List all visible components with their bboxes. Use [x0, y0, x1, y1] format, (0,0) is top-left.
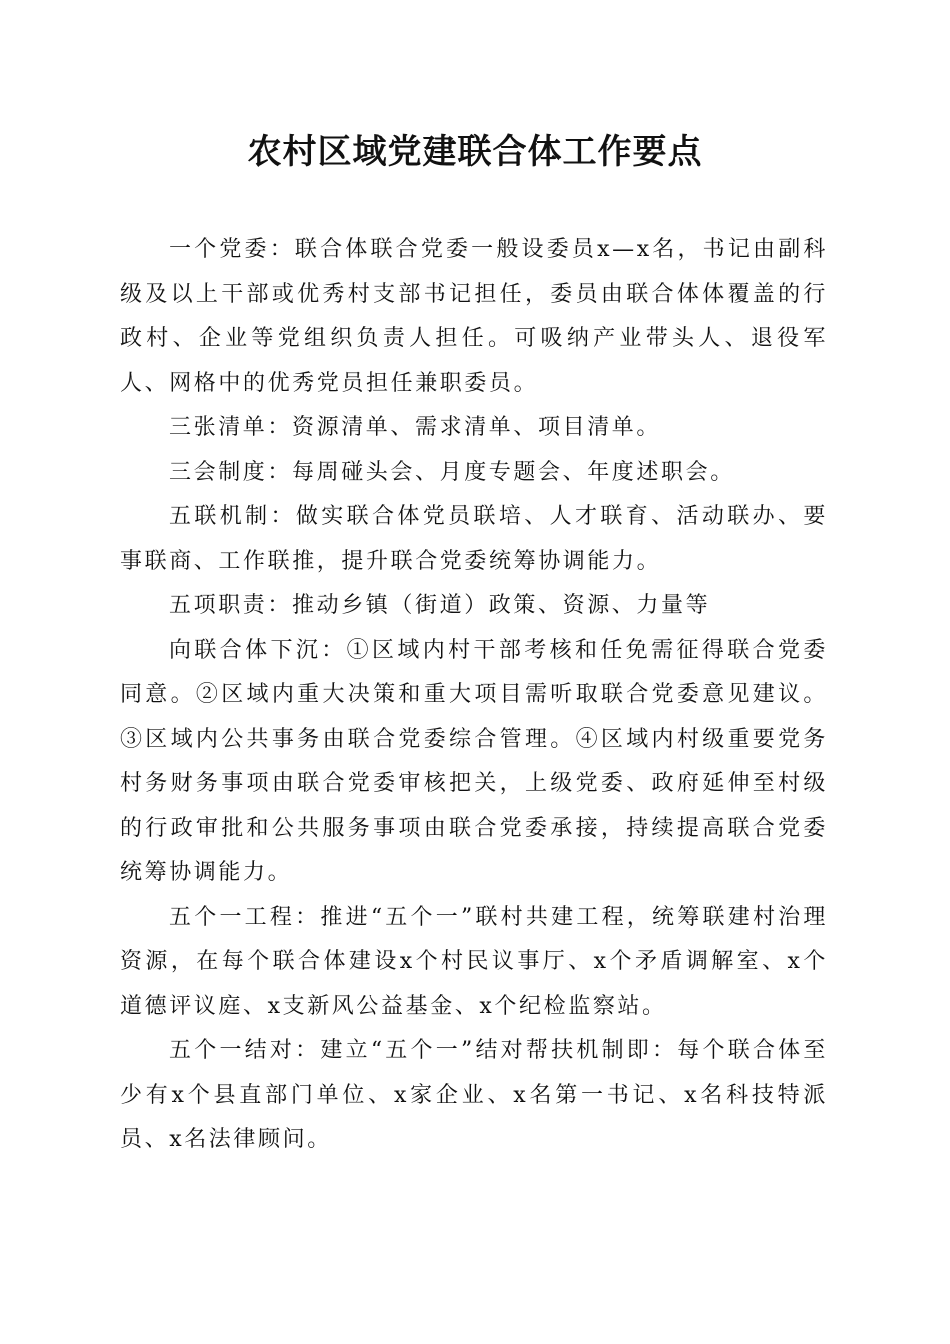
paragraph-five-one-pairing: 五个一结对：建立“五个一”结对帮扶机制即：每个联合体至少有x个县直部门单位、x家企业、x名第一书记、x名科技特派员、x名法律顾问。 [120, 1038, 828, 1152]
document-title: 农村区域党建联合体工作要点 [247, 132, 703, 172]
paragraph-five-one-project: 五个一工程：推进“五个一”联村共建工程，统筹联建村治理资源，在每个联合体建设x个村民议事厅、x个矛盾调解室、x个道德评议庭、x支新风公益基金、x个纪检监察站。 [120, 904, 828, 1019]
paragraph-three-meetings: 三会制度：每周碰头会、月度专题会、年度述职会。 [169, 459, 735, 485]
paragraph-five-link-mechanism: 五联机制：做实联合体党员联培、人才联育、活动联办、要事联商、工作联推，提升联合党委统筹协调能力。 [120, 504, 828, 574]
paragraph-one-party-committee: 一个党委：联合体联合党委一般设委员x—x名，书记由副科级及以上干部或优秀村支部书记担任，委员由联合体体覆盖的行政村、企业等党组织负责人担任。可吸纳产业带头人、退役军人、网格中的优秀党员担任兼职委员。 [120, 237, 828, 396]
paragraph-five-duties: 五项职责：推动乡镇（街道）政策、资源、力量等 [169, 593, 711, 618]
paragraph-three-lists: 三张清单：资源清单、需求清单、项目清单。 [169, 415, 662, 440]
paragraph-delegation: 向联合体下沉：①区域内村干部考核和任免需征得联合党委同意。②区域内重大决策和重大项目需听取联合党委意见建议。③区域内公共事务由联合党委综合管理。④区域内村级重要党务村务财务事项由联合党委审核把关，上级党委、政府延伸至村级的行政审批和公共服务事项由联合党委承接，持续提高联合党委统筹协调能力。 [120, 637, 828, 885]
document-body [120, 228, 828, 1163]
